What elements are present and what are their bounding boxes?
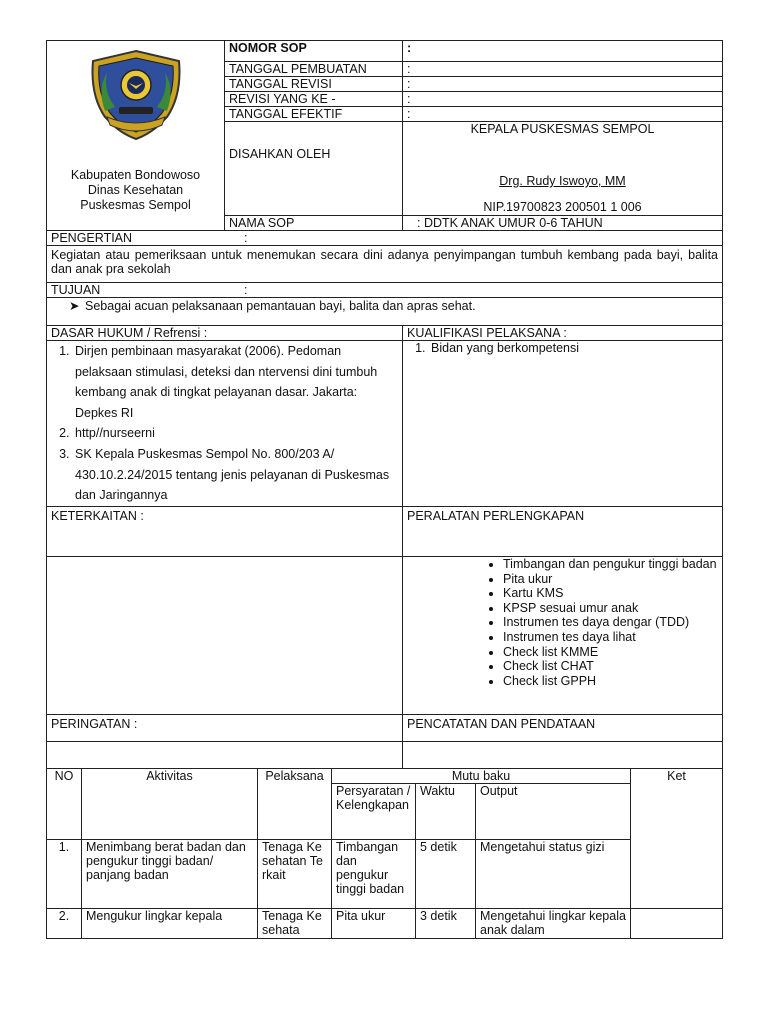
dasar-hukum-item: 2. http//nurseerni	[73, 423, 398, 444]
peralatan-content	[403, 557, 723, 715]
nomor-sop-value: :	[403, 41, 723, 62]
tanggal-pembuatan-label: TANGGAL PEMBUATAN	[225, 62, 403, 77]
dasar-hukum-label: DASAR HUKUM / Refrensi :	[47, 326, 403, 341]
peringatan-label: PERINGATAN :	[47, 715, 403, 742]
approval-cell	[403, 122, 723, 216]
col-header-aktivitas: Aktivitas	[82, 769, 258, 840]
peralatan-item: • Pita ukur	[503, 572, 718, 587]
peralatan-item: • Instrumen tes daya dengar (TDD)	[503, 615, 718, 630]
pencatatan-label: PENCATATAN DAN PENDATAAN	[403, 715, 723, 742]
dasar-hukum-list	[51, 341, 398, 506]
tanggal-pembuatan-value: :	[403, 62, 723, 77]
dasar-hukum-item: 3. SK Kepala Puskesmas Sempol No. 800/203 A/ 430.10.2.24/2015 tentang jenis pelayanan di Puskesmas dan Jaringannya	[73, 444, 398, 506]
row-waktu: 5 detik	[416, 840, 476, 909]
row-no: 1.	[47, 840, 82, 909]
pengertian-header	[47, 231, 723, 246]
peralatan-item: • KPSP sesuai umur anak	[503, 601, 718, 616]
col-header-persyaratan: Persyaratan / Kelengkapan	[332, 784, 416, 840]
row-persyaratan: Pita ukur	[332, 909, 416, 939]
peralatan-label: PERALATAN PERLENGKAPAN	[403, 507, 723, 557]
row-no: 2.	[47, 909, 82, 939]
peralatan-item: • Check list CHAT	[503, 659, 718, 674]
col-header-pelaksana: Pelaksana	[258, 769, 332, 840]
revisi-ke-value: :	[403, 92, 723, 107]
kepala-title: KEPALA PUSKESMAS SEMPOL	[470, 122, 655, 136]
col-header-mutu-baku: Mutu baku	[332, 769, 631, 784]
row-output: Mengetahui lingkar kepala anak dalam	[476, 909, 631, 939]
peralatan-item: • Kartu KMS	[503, 586, 718, 601]
row-ket	[631, 909, 723, 939]
kualifikasi-content	[403, 341, 723, 507]
tujuan-item	[47, 298, 723, 326]
kualifikasi-label: KUALIFIKASI PELAKSANA :	[403, 326, 723, 341]
pencatatan-content	[403, 742, 723, 769]
tujuan-header	[47, 283, 723, 298]
institution-line-puskesmas: Puskesmas Sempol	[80, 198, 191, 212]
keterkaitan-content	[47, 557, 403, 715]
row-output: Mengetahui status gizi	[476, 840, 631, 909]
row-aktivitas: Mengukur lingkar kepala	[82, 909, 258, 939]
disahkan-oleh-label: DISAHKAN OLEH	[225, 122, 403, 216]
arrow-bullet-icon: ➤	[69, 299, 80, 313]
col-header-waktu: Waktu	[416, 784, 476, 840]
row-ket	[631, 840, 723, 909]
kualifikasi-list	[407, 341, 718, 355]
nomor-sop-label: NOMOR SOP	[225, 41, 403, 62]
tujuan-text: Sebagai acuan pelaksanaan pemantauan bayi, balita dan apras sehat.	[85, 299, 476, 313]
institution-line-kabupaten: Kabupaten Bondowoso	[70, 168, 201, 182]
row-pelaksana: Tenaga Kesehata	[258, 909, 332, 939]
pengertian-colon: :	[244, 231, 248, 245]
col-header-output: Output	[476, 784, 631, 840]
tanggal-efektif-label: TANGGAL EFEKTIF	[225, 107, 403, 122]
peralatan-list	[407, 557, 718, 688]
peralatan-item: • Check list KMME	[503, 645, 718, 660]
kualifikasi-item: 1. Bidan yang berkompetensi	[429, 341, 718, 355]
nama-sop-value: : DDTK ANAK UMUR 0-6 TAHUN	[403, 216, 723, 231]
col-header-ket: Ket	[631, 769, 723, 840]
peralatan-item: • Instrumen tes daya lihat	[503, 630, 718, 645]
kepala-nip: NIP.19700823 200501 1 006	[483, 200, 642, 214]
institution-cell	[47, 41, 225, 231]
dasar-hukum-item: 1. Dirjen pembinaan masyarakat (2006). Pedoman pelaksaan stimulasi, deteksi dan ntervensi dini tumbuh kembang anak di tingkat pelayanan dasar. Jakarta: Depkes RI	[73, 341, 398, 423]
revisi-ke-label: REVISI YANG KE -	[225, 92, 403, 107]
activity-table	[46, 768, 723, 939]
bondowoso-emblem-logo	[85, 49, 187, 141]
dasar-hukum-content	[47, 341, 403, 507]
peralatan-item: • Check list GPPH	[503, 674, 718, 689]
pengertian-label: PENGERTIAN	[51, 231, 133, 245]
institution-line-dinas: Dinas Kesehatan	[87, 183, 184, 197]
pengertian-text: Kegiatan atau pemeriksaan untuk menemukan secara dini adanya penyimpangan tumbuh kembang pada bayi, balita dan anak pra sekolah	[47, 246, 723, 283]
row-persyaratan: Timbangan dan pengukur tinggi badan	[332, 840, 416, 909]
row-waktu: 3 detik	[416, 909, 476, 939]
institution-name	[51, 168, 220, 213]
tujuan-colon: :	[244, 283, 248, 297]
col-header-no: NO	[47, 769, 82, 840]
peringatan-content	[47, 742, 403, 769]
tanggal-efektif-value: :	[403, 107, 723, 122]
nama-sop-label: NAMA SOP	[225, 216, 403, 231]
sop-header-table	[46, 40, 723, 231]
peralatan-item: • Timbangan dan pengukur tinggi badan	[503, 557, 718, 572]
tanggal-revisi-value: :	[403, 77, 723, 92]
sop-document	[46, 40, 722, 939]
tujuan-label: TUJUAN	[51, 283, 101, 297]
kepala-name: Drg. Rudy Iswoyo, MM	[499, 174, 626, 188]
row-pelaksana: Tenaga Kesehatan Terkait	[258, 840, 332, 909]
tanggal-revisi-label: TANGGAL REVISI	[225, 77, 403, 92]
keterkaitan-label: KETERKAITAN :	[47, 507, 403, 557]
row-aktivitas: Menimbang berat badan dan pengukur tinggi badan/ panjang badan	[82, 840, 258, 909]
sop-body-table	[46, 230, 723, 769]
